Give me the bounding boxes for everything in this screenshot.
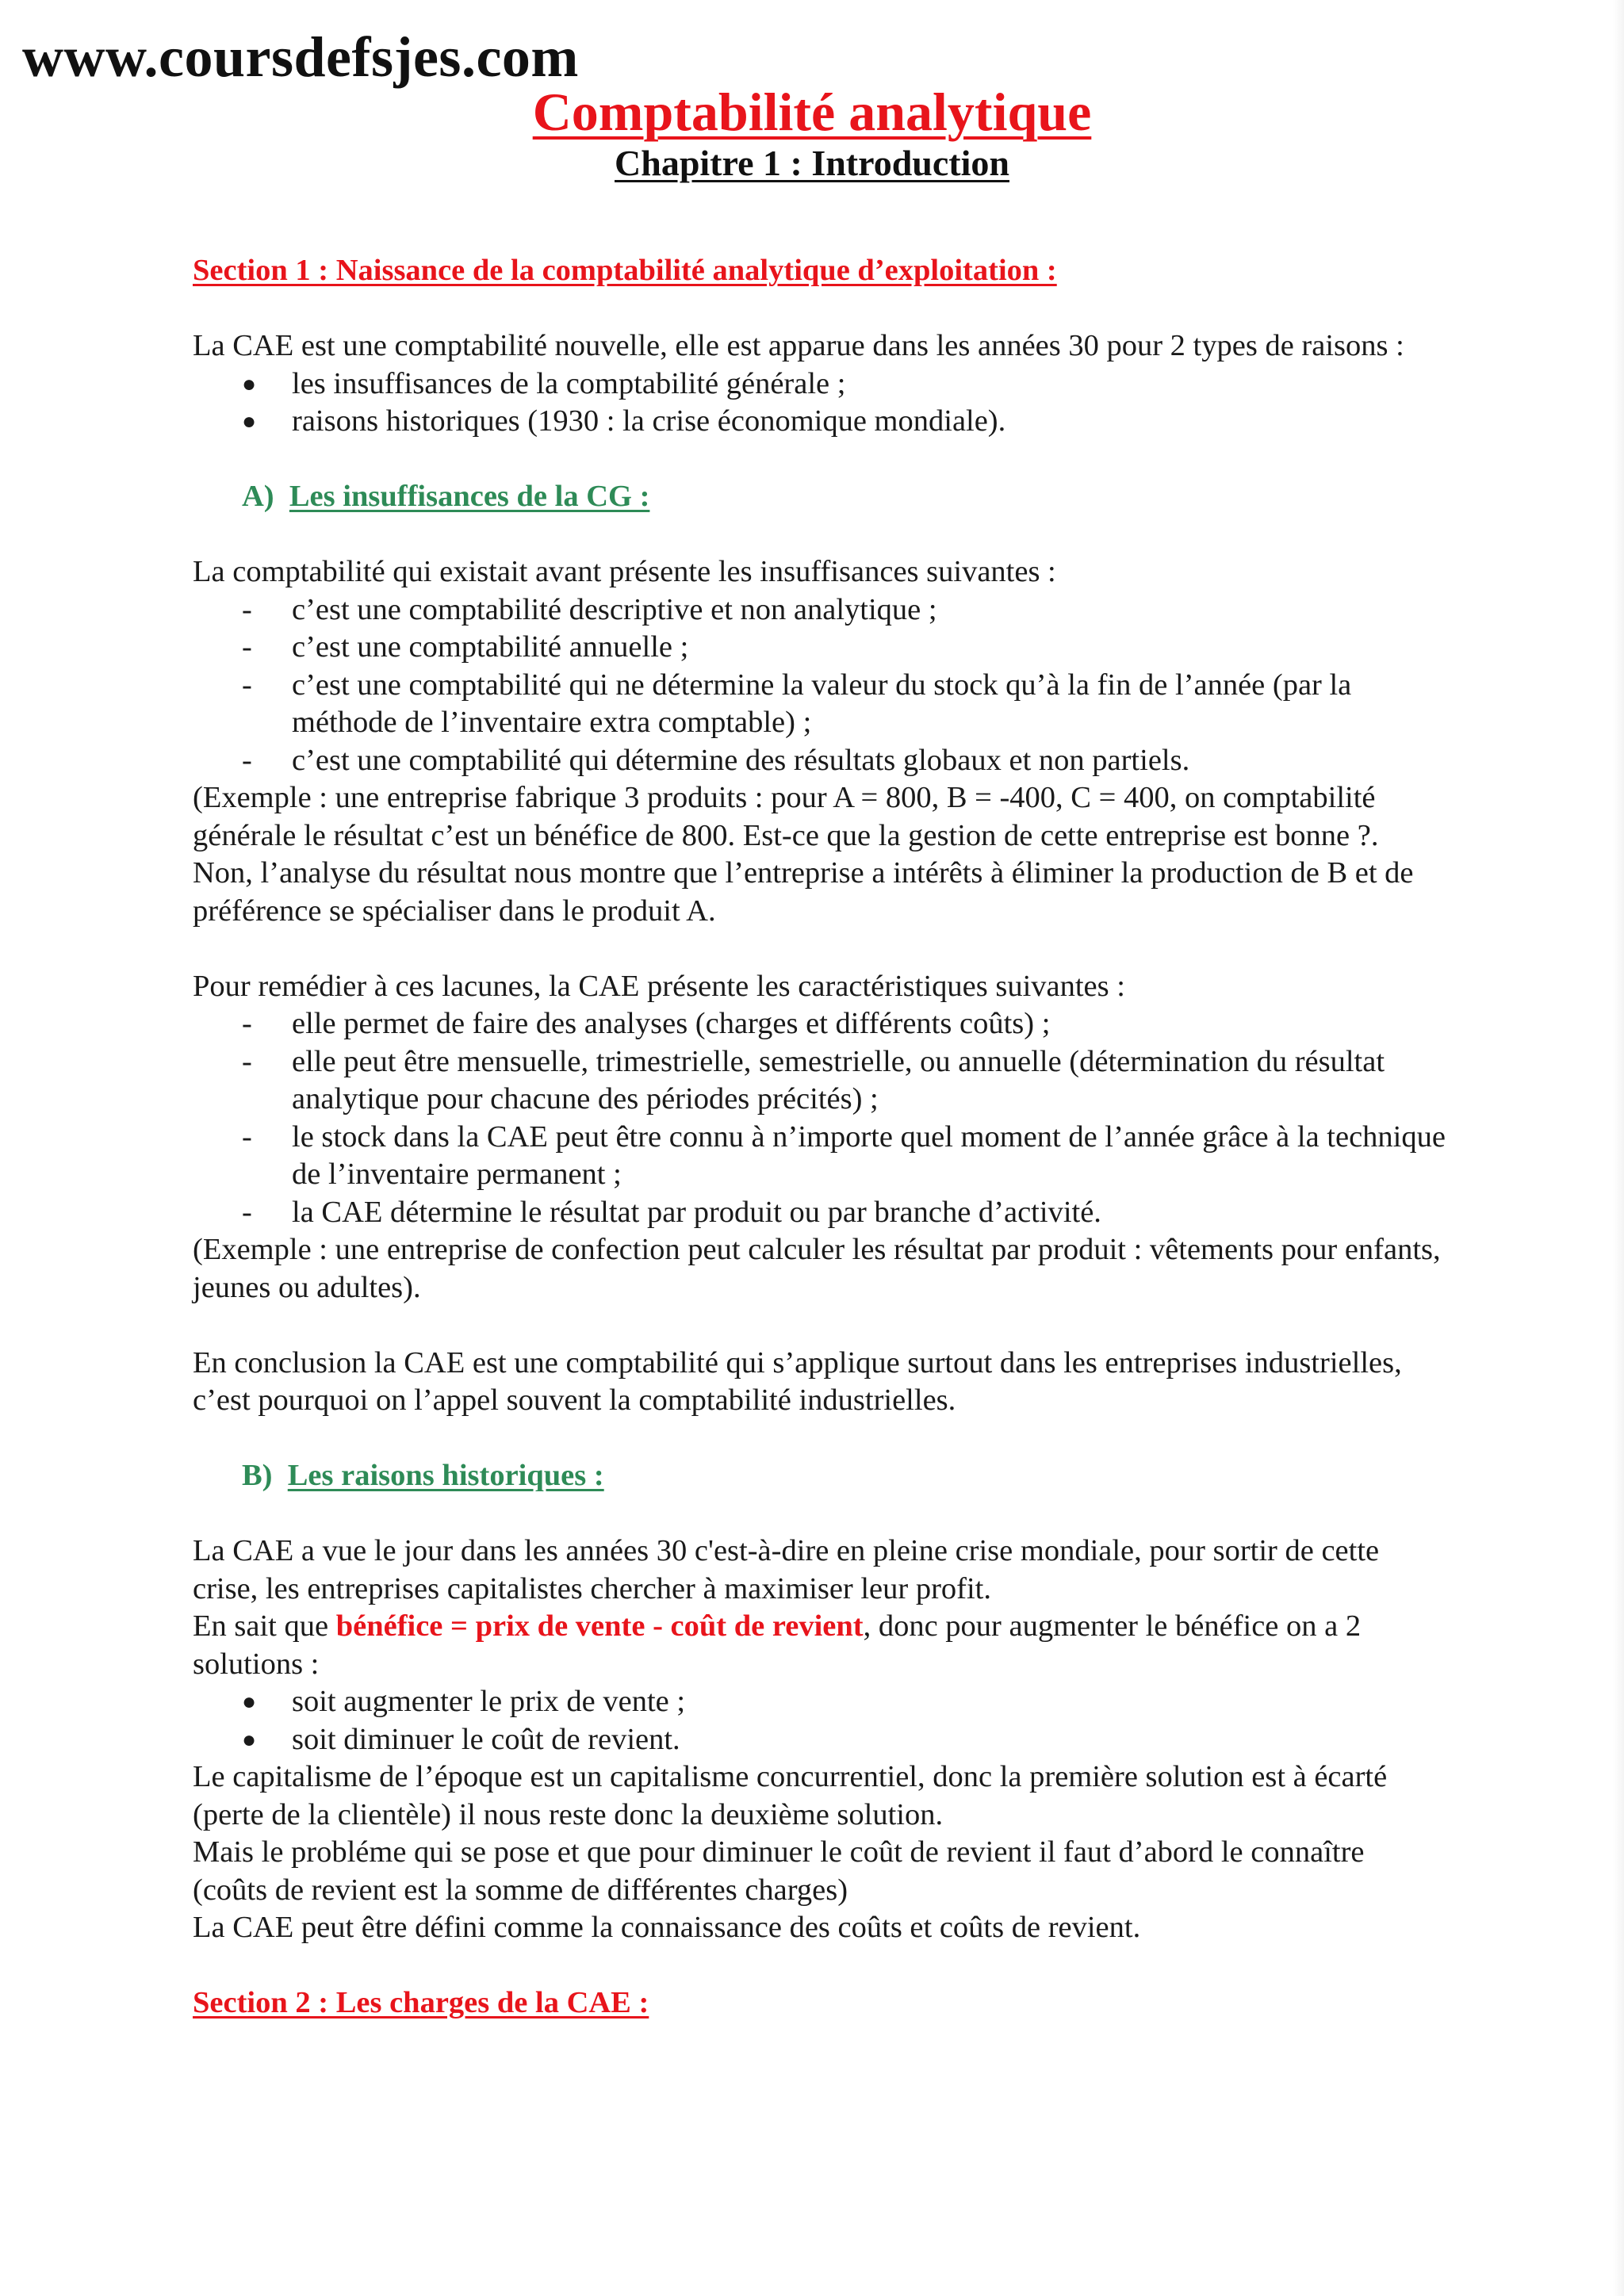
capitalism-paragraph: Le capitalisme de l’époque est un capitalisme concurrentiel, donc la première solution est à écarté (perte de la clientèle) il nous reste donc la deuxième solution. [193, 1760, 1388, 1831]
list-item: ● raisons historiques (1930 : la crise économique mondiale). [193, 403, 1446, 441]
conclusion-paragraph: En conclusion la CAE est une comptabilité qui s’applique surtout dans les entreprises industrielles, c’est pourquoi on l’appel souvent la comptabilité industrielles. [193, 1345, 1402, 1417]
dash-icon: - [242, 1119, 252, 1154]
remedy-intro: Pour remédier à ces lacunes, la CAE présente les caractéristiques suivantes : [193, 969, 1125, 1003]
historical-paragraph: La CAE a vue le jour dans les années 30 c'est-à-dire en pleine crise mondiale, pour sortir de cette crise, les entreprises capitalistes chercher à maximiser leur profit. [193, 1534, 1380, 1605]
solutions-list [193, 1683, 1446, 1758]
list-item: ● soit augmenter le prix de vente ; [193, 1683, 1446, 1721]
list-item: - c’est une comptabilité qui ne détermine la valeur du stock qu’à la fin de l’année (par la méthode de l’inventaire extra comptable) ; [242, 668, 1352, 739]
dash-icon: - [242, 743, 252, 777]
list-item: ● les insuffisances de la comptabilité générale ; [193, 365, 1446, 404]
subsection-a-heading: A) Les insuffisances de la CG : [242, 480, 650, 513]
list-item: - le stock dans la CAE peut être connu à n’importe quel moment de l’année grâce à la technique de l’inventaire permanent ; [242, 1119, 1446, 1191]
dash-icon: - [242, 1044, 252, 1078]
subsection-a-intro: La comptabilité qui existait avant présente les insuffisances suivantes : [193, 555, 1056, 588]
bullet-icon: ● [242, 1689, 257, 1715]
list-item: - c’est une comptabilité qui détermine des résultats globaux et non partiels. [193, 742, 1446, 780]
characteristics-list [193, 1005, 1446, 1231]
problem-paragraph: Mais le probléme qui se pose et que pour diminuer le coût de revient il faut d’abord le connaître (coûts de revient est la somme de différentes charges) [193, 1835, 1365, 1907]
chapter-title: Chapitre 1 : Introduction [615, 143, 1009, 183]
list-item: ● soit diminuer le coût de revient. [193, 1721, 1446, 1759]
dash-icon: - [242, 1007, 252, 1040]
section-1-intro: La CAE est une comptabilité nouvelle, elle est apparue dans les années 30 pour 2 types de raisons : [193, 329, 1404, 362]
section-1-heading: Section 1 : Naissance de la comptabilité analytique d’exploitation : [193, 254, 1057, 287]
bullet-icon: ● [242, 1726, 257, 1753]
reasons-list [193, 365, 1446, 441]
dash-icon: - [242, 592, 252, 626]
site-url: www.coursdefsjes.com [22, 25, 579, 89]
list-item: - elle permet de faire des analyses (charges et différents coûts) ; [193, 1005, 1446, 1043]
document-body [193, 252, 1446, 2022]
list-item: - c’est une comptabilité annuelle ; [193, 629, 1446, 667]
subsection-b-heading: B) Les raisons historiques : [242, 1459, 604, 1492]
document-title: Comptabilité analytique [532, 82, 1092, 142]
page-edge-shadow [1613, 0, 1624, 2296]
insufficiencies-list [193, 591, 1446, 780]
bullet-icon: ● [242, 370, 257, 397]
section-2-heading: Section 2 : Les charges de la CAE : [193, 1986, 649, 2019]
example-paragraph: (Exemple : une entreprise fabrique 3 produits : pour A = 800, B = -400, C = 400, on comptabilité générale le résultat c’est un bénéfice de 800. Est-ce que la gestion de cette entreprise est bonne ?. Non, l’analyse du résultat nous montre que l’entreprise a intérêts à éliminer la production de B et de préférence se spécialiser dans le produit A. [193, 781, 1414, 928]
list-item: - elle peut être mensuelle, trimestrielle, semestrielle, ou annuelle (détermination du résultat analytique pour chacune des périodes précités) ; [242, 1044, 1385, 1115]
dash-icon: - [242, 668, 252, 702]
dash-icon: - [242, 1195, 252, 1229]
profit-formula: bénéfice = prix de vente - coût de revient [335, 1609, 864, 1643]
remedy-example: (Exemple : une entreprise de confection peut calculer les résultat par produit : vêtements pour enfants, jeunes ou adultes). [193, 1233, 1441, 1304]
formula-paragraph: En sait que bénéfice = prix de vente - coût de revient, donc pour augmenter le bénéfice on a 2 solutions : [193, 1609, 1362, 1681]
dash-icon: - [242, 630, 252, 664]
definition-paragraph: La CAE peut être défini comme la connaissance des coûts et coûts de revient. [193, 1911, 1141, 1944]
list-item: - c’est une comptabilité descriptive et non analytique ; [193, 591, 1446, 629]
bullet-icon: ● [242, 408, 257, 434]
list-item: - la CAE détermine le résultat par produit ou par branche d’activité. [193, 1194, 1446, 1232]
